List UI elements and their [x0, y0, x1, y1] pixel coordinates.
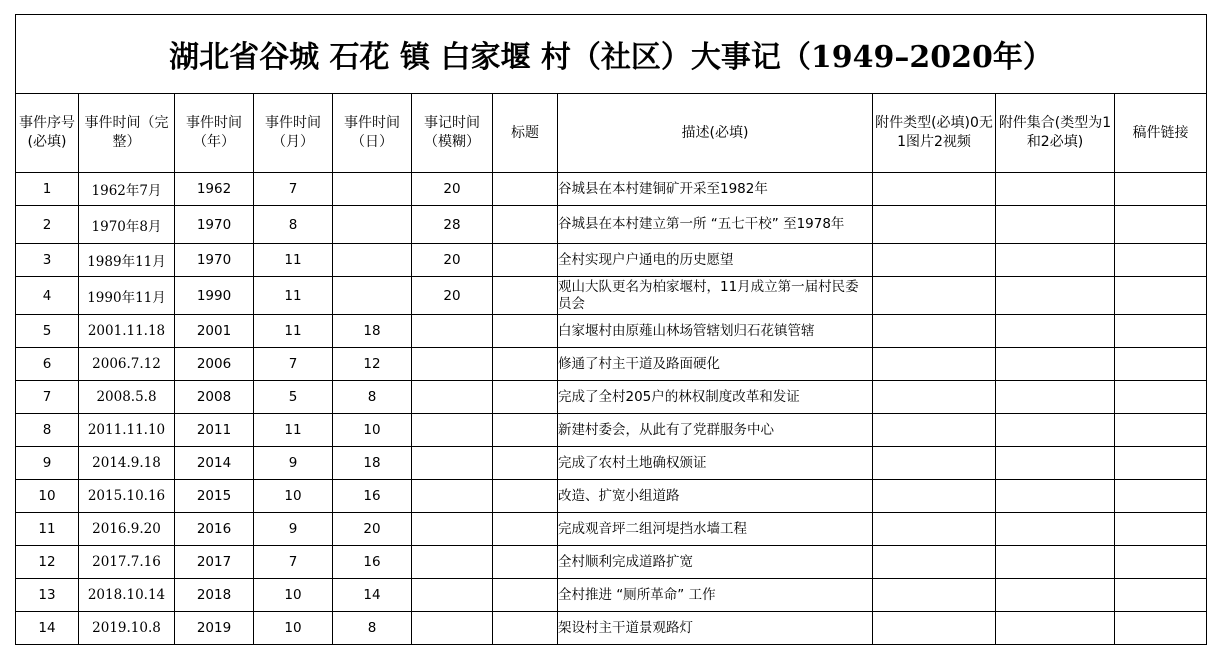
cell-attach-set [996, 414, 1115, 447]
cell-day [333, 206, 412, 244]
cell-year: 2018 [175, 579, 254, 612]
cell-year: 1990 [175, 277, 254, 315]
cell-link [1115, 513, 1207, 546]
cell-full-time: 2018.10.14 [79, 579, 175, 612]
header-day: 事件时间（日） [333, 94, 412, 173]
cell-title [493, 612, 558, 645]
cell-year: 1962 [175, 173, 254, 206]
cell-year: 2019 [175, 612, 254, 645]
cell-link [1115, 277, 1207, 315]
table-row [16, 513, 1207, 546]
header-attach-type: 附件类型(必填)0无1图片2视频 [873, 94, 996, 173]
cell-day [333, 244, 412, 277]
cell-attach-type [873, 480, 996, 513]
cell-month: 11 [254, 315, 333, 348]
cell-attach-set [996, 315, 1115, 348]
cell-attach-type [873, 381, 996, 414]
cell-fuzzy [412, 381, 493, 414]
cell-month: 9 [254, 513, 333, 546]
cell-fuzzy [412, 480, 493, 513]
cell-year: 1970 [175, 244, 254, 277]
cell-year: 2014 [175, 447, 254, 480]
cell-title [493, 173, 558, 206]
cell-desc: 改造、扩宽小组道路 [558, 480, 873, 513]
cell-month: 7 [254, 173, 333, 206]
cell-title [493, 447, 558, 480]
cell-fuzzy [412, 546, 493, 579]
table-row [16, 381, 1207, 414]
cell-month: 9 [254, 447, 333, 480]
cell-seq: 10 [16, 480, 79, 513]
cell-full-time: 2011.11.10 [79, 414, 175, 447]
cell-fuzzy: 20 [412, 277, 493, 315]
cell-year: 2008 [175, 381, 254, 414]
cell-attach-set [996, 173, 1115, 206]
cell-attach-type [873, 513, 996, 546]
header-fuzzy: 事记时间（模糊） [412, 94, 493, 173]
cell-fuzzy [412, 447, 493, 480]
cell-year: 1970 [175, 206, 254, 244]
cell-full-time: 2006.7.12 [79, 348, 175, 381]
cell-attach-type [873, 414, 996, 447]
table-row [16, 173, 1207, 206]
cell-attach-type [873, 447, 996, 480]
cell-month: 10 [254, 612, 333, 645]
table-row [16, 348, 1207, 381]
header-link: 稿件链接 [1115, 94, 1207, 173]
table-row [16, 244, 1207, 277]
cell-month: 7 [254, 546, 333, 579]
cell-title [493, 414, 558, 447]
cell-title [493, 546, 558, 579]
cell-desc: 全村顺利完成道路扩宽 [558, 546, 873, 579]
cell-link [1115, 206, 1207, 244]
cell-day: 8 [333, 612, 412, 645]
cell-attach-set [996, 244, 1115, 277]
cell-desc: 全村实现户户通电的历史愿望 [558, 244, 873, 277]
table-row [16, 612, 1207, 645]
cell-day: 20 [333, 513, 412, 546]
cell-day: 8 [333, 381, 412, 414]
table-row [16, 447, 1207, 480]
cell-attach-type [873, 244, 996, 277]
cell-full-time: 2016.9.20 [79, 513, 175, 546]
cell-attach-type [873, 206, 996, 244]
cell-seq: 6 [16, 348, 79, 381]
cell-day [333, 173, 412, 206]
cell-month: 10 [254, 480, 333, 513]
cell-desc: 谷城县在本村建铜矿开采至1982年 [558, 173, 873, 206]
cell-day [333, 277, 412, 315]
cell-attach-set [996, 348, 1115, 381]
cell-full-time: 1989年11月 [79, 244, 175, 277]
cell-fuzzy [412, 513, 493, 546]
cell-seq: 12 [16, 546, 79, 579]
cell-desc: 完成观音坪二组河堤挡水墙工程 [558, 513, 873, 546]
cell-seq: 13 [16, 579, 79, 612]
cell-seq: 3 [16, 244, 79, 277]
cell-attach-type [873, 348, 996, 381]
cell-day: 14 [333, 579, 412, 612]
cell-fuzzy [412, 579, 493, 612]
cell-attach-set [996, 447, 1115, 480]
cell-title [493, 206, 558, 244]
cell-link [1115, 173, 1207, 206]
cell-attach-set [996, 206, 1115, 244]
header-full-time: 事件时间（完整） [79, 94, 175, 173]
cell-title [493, 513, 558, 546]
cell-month: 11 [254, 414, 333, 447]
cell-title [493, 315, 558, 348]
cell-desc: 完成了全村205户的林权制度改革和发证 [558, 381, 873, 414]
table-body [16, 173, 1207, 645]
cell-fuzzy [412, 612, 493, 645]
cell-year: 2001 [175, 315, 254, 348]
cell-attach-set [996, 480, 1115, 513]
cell-month: 10 [254, 579, 333, 612]
table-row [16, 579, 1207, 612]
cell-attach-type [873, 315, 996, 348]
cell-seq: 14 [16, 612, 79, 645]
cell-seq: 8 [16, 414, 79, 447]
table-row [16, 414, 1207, 447]
cell-attach-set [996, 513, 1115, 546]
cell-month: 11 [254, 244, 333, 277]
cell-desc: 谷城县在本村建立第一所 “五七干校” 至1978年 [558, 206, 873, 244]
table-row [16, 546, 1207, 579]
cell-year: 2006 [175, 348, 254, 381]
cell-fuzzy [412, 315, 493, 348]
table-row [16, 277, 1207, 315]
cell-month: 11 [254, 277, 333, 315]
cell-desc: 新建村委会，从此有了党群服务中心 [558, 414, 873, 447]
document-title: 湖北省谷城 石花 镇 白家堰 村（社区）大事记（1949–2020年） [16, 15, 1207, 94]
cell-link [1115, 579, 1207, 612]
cell-day: 10 [333, 414, 412, 447]
cell-title [493, 480, 558, 513]
cell-full-time: 2014.9.18 [79, 447, 175, 480]
cell-seq: 7 [16, 381, 79, 414]
cell-month: 8 [254, 206, 333, 244]
cell-day: 12 [333, 348, 412, 381]
cell-attach-set [996, 277, 1115, 315]
header-month: 事件时间（月） [254, 94, 333, 173]
cell-full-time: 2017.7.16 [79, 546, 175, 579]
cell-link [1115, 612, 1207, 645]
cell-desc: 修通了村主干道及路面硬化 [558, 348, 873, 381]
cell-attach-type [873, 173, 996, 206]
cell-link [1115, 348, 1207, 381]
header-attach-set: 附件集合(类型为1和2必填) [996, 94, 1115, 173]
cell-attach-set [996, 579, 1115, 612]
cell-full-time: 2019.10.8 [79, 612, 175, 645]
header-year: 事件时间（年） [175, 94, 254, 173]
header-title: 标题 [493, 94, 558, 173]
cell-desc: 完成了农村土地确权颁证 [558, 447, 873, 480]
cell-day: 16 [333, 480, 412, 513]
cell-day: 16 [333, 546, 412, 579]
cell-attach-type [873, 546, 996, 579]
cell-desc: 架设村主干道景观路灯 [558, 612, 873, 645]
cell-fuzzy: 20 [412, 244, 493, 277]
cell-fuzzy [412, 348, 493, 381]
cell-full-time: 2008.5.8 [79, 381, 175, 414]
cell-month: 7 [254, 348, 333, 381]
cell-link [1115, 414, 1207, 447]
cell-desc: 白家堰村由原薤山林场管辖划归石花镇管辖 [558, 315, 873, 348]
cell-fuzzy: 28 [412, 206, 493, 244]
cell-seq: 11 [16, 513, 79, 546]
cell-fuzzy [412, 414, 493, 447]
cell-seq: 5 [16, 315, 79, 348]
cell-year: 2015 [175, 480, 254, 513]
cell-day: 18 [333, 315, 412, 348]
chronicle-table [15, 14, 1207, 645]
cell-full-time: 2015.10.16 [79, 480, 175, 513]
cell-link [1115, 315, 1207, 348]
cell-year: 2016 [175, 513, 254, 546]
cell-attach-type [873, 277, 996, 315]
cell-full-time: 1970年8月 [79, 206, 175, 244]
cell-title [493, 244, 558, 277]
cell-link [1115, 381, 1207, 414]
cell-link [1115, 480, 1207, 513]
cell-title [493, 579, 558, 612]
cell-title [493, 277, 558, 315]
cell-desc: 观山大队更名为柏家堰村，11月成立第一届村民委员会 [558, 277, 873, 315]
cell-fuzzy: 20 [412, 173, 493, 206]
cell-year: 2017 [175, 546, 254, 579]
cell-attach-set [996, 612, 1115, 645]
cell-full-time: 2001.11.18 [79, 315, 175, 348]
cell-seq: 9 [16, 447, 79, 480]
cell-seq: 2 [16, 206, 79, 244]
cell-full-time: 1990年11月 [79, 277, 175, 315]
title-row [16, 15, 1207, 94]
cell-desc: 全村推进 “厕所革命” 工作 [558, 579, 873, 612]
cell-title [493, 348, 558, 381]
cell-seq: 1 [16, 173, 79, 206]
cell-attach-type [873, 579, 996, 612]
table-row [16, 480, 1207, 513]
header-seq: 事件序号(必填) [16, 94, 79, 173]
cell-title [493, 381, 558, 414]
table-row [16, 206, 1207, 244]
cell-link [1115, 447, 1207, 480]
header-row [16, 94, 1207, 173]
cell-month: 5 [254, 381, 333, 414]
cell-link [1115, 546, 1207, 579]
cell-seq: 4 [16, 277, 79, 315]
cell-year: 2011 [175, 414, 254, 447]
cell-attach-set [996, 546, 1115, 579]
table-row [16, 315, 1207, 348]
cell-attach-set [996, 381, 1115, 414]
cell-attach-type [873, 612, 996, 645]
cell-full-time: 1962年7月 [79, 173, 175, 206]
cell-link [1115, 244, 1207, 277]
cell-day: 18 [333, 447, 412, 480]
header-desc: 描述(必填) [558, 94, 873, 173]
